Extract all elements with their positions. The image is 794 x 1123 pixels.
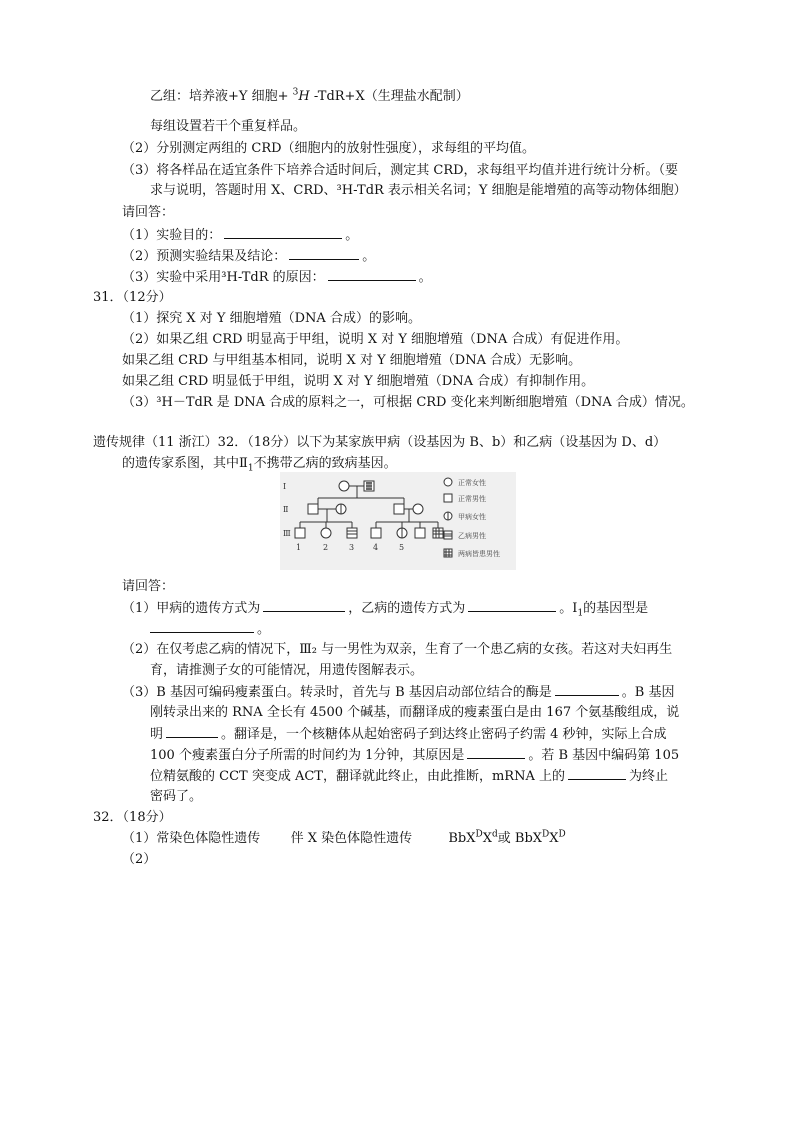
- text: 位精氨酸的 CCT 突变成 ACT，翻译就此终止，由此推断，mRNA 上的: [150, 769, 565, 784]
- question-1: [122, 225, 358, 246]
- superscript: d: [492, 829, 498, 840]
- text: 不携带乙病的致病基因。: [253, 456, 397, 471]
- question-32-3: [122, 682, 674, 703]
- answer-blank[interactable]: [468, 598, 556, 612]
- question-32-1-cont: [150, 619, 270, 640]
- answer-31-2: [122, 330, 628, 350]
- answer-31-2c: [122, 372, 594, 392]
- question-32-intro-cont: [122, 454, 397, 474]
- text: （3）B 基因可编码瘦素蛋白。转录时，首先与 B 基因启动部位结合的酶是: [122, 685, 552, 700]
- text: （3）³H－TdR 是 DNA 合成的原料之一，可根据 CRD 变化来判断细胞增殖（DNA 合成）情况。: [122, 395, 694, 410]
- question-32-1: [122, 598, 648, 619]
- line-please-answer: [122, 203, 174, 223]
- text: 为终止: [628, 769, 668, 784]
- legend-label: 两病皆患男性: [458, 550, 500, 558]
- text: ，乙病的遗传方式为: [348, 601, 466, 616]
- question-3: [122, 267, 432, 288]
- text: 乙组：培养液+Y 细胞+: [150, 89, 293, 104]
- legend-label: 正常男性: [458, 495, 486, 503]
- text: 。: [362, 249, 376, 264]
- answer-blank[interactable]: [263, 598, 345, 612]
- line-step-2: [122, 139, 535, 159]
- superscript: 3: [292, 87, 299, 98]
- text: 。: [257, 622, 271, 637]
- gen-3-male-3-disease-b: [347, 528, 357, 538]
- individual-number: 3: [349, 543, 355, 552]
- line-step-3-cont: [150, 181, 687, 201]
- generation-label: Ⅲ: [283, 529, 291, 538]
- answer-31-3: [122, 393, 694, 413]
- text: 。Ⅰ: [559, 601, 578, 616]
- answer-31-1: [122, 309, 421, 329]
- text: 。B 基因: [621, 685, 675, 700]
- text: 每组设置若干个重复样品。: [150, 119, 307, 134]
- text: 请回答：: [122, 205, 175, 220]
- text: 。若 B 基因中编码第 105: [528, 748, 680, 763]
- question-32-intro: [93, 433, 666, 453]
- symbol-h: H: [298, 89, 310, 104]
- text: （1）探究 X 对 Y 细胞增殖（DNA 合成）的影响。: [122, 311, 421, 326]
- text: （1）常染色体隐性遗传: [122, 831, 261, 846]
- gen-2-male-3: [394, 504, 404, 514]
- text: 刚转录出来的 RNA 全长有 4500 个碱基，而翻译成的瘦素蛋白是由 167 个氨基酸组成，说: [150, 705, 680, 720]
- answer-32-1: [122, 829, 566, 849]
- line-repeat-samples: [150, 117, 306, 137]
- text: 100 个瘦素蛋白分子所需的时间约为 1分钟，其原因是: [150, 748, 465, 763]
- text: 伴 X 染色体隐性遗传: [290, 831, 413, 846]
- answer-blank[interactable]: [224, 225, 342, 239]
- answer-blank[interactable]: [467, 745, 525, 759]
- gen-3-male-7-both-diseases: [433, 528, 443, 538]
- text: BbX: [448, 831, 476, 846]
- text: 求与说明，答题时用 X、CRD、³H-TdR 表示相关名词；Y 细胞是能增殖的高等动物体细胞）: [150, 183, 687, 198]
- text: -TdR+X（生理盐水配制）: [309, 89, 469, 104]
- gen-3-male-4: [371, 528, 381, 538]
- subscript: 1: [247, 463, 254, 474]
- text: 密码了。: [150, 789, 203, 804]
- answer-blank[interactable]: [555, 682, 619, 696]
- individual-number: 2: [323, 543, 329, 552]
- superscript: D: [475, 829, 483, 840]
- question-32-3-d: [150, 745, 679, 766]
- superscript: D: [542, 829, 550, 840]
- text: （2）如果乙组 CRD 明显高于甲组，说明 X 对 Y 细胞增殖（DNA 合成）有促进作用。: [122, 332, 629, 347]
- answer-32-heading: [93, 808, 172, 828]
- text: 。翻译是，一个核糖体从起始密码子到达终止密码子约需 4 秒钟，实际上合成: [221, 727, 667, 742]
- text: 的遗传家系图，其中Ⅱ: [122, 456, 248, 471]
- gen-2-male-1: [308, 504, 318, 514]
- text: 。: [345, 228, 359, 243]
- text: X: [549, 831, 559, 846]
- line-please-answer-2: [122, 577, 174, 597]
- text: 。: [418, 270, 432, 285]
- answer-blank[interactable]: [150, 619, 254, 633]
- legend-label: 正常女性: [458, 479, 486, 487]
- gen-3-female-2: [321, 528, 331, 538]
- answer-blank[interactable]: [289, 246, 359, 260]
- generation-label: Ⅱ: [283, 505, 289, 514]
- text: （1）实验目的：: [122, 228, 222, 243]
- individual-number: 1: [296, 543, 302, 552]
- text: （3）将各样品在适宜条件下培养合适时间后，测定其 CRD，求每组平均值并进行统计分析。（要: [122, 163, 679, 178]
- answer-31-2b: [122, 351, 581, 371]
- text: X: [482, 831, 492, 846]
- question-32-3-c: [150, 724, 667, 745]
- line-group-b: [150, 87, 469, 107]
- text: 如果乙组 CRD 与甲组基本相同，说明 X 对 Y 细胞增殖（DNA 合成）无影响。: [122, 353, 582, 368]
- text: 明: [150, 727, 164, 742]
- answer-31-heading: [93, 288, 172, 308]
- text: （3）实验中采用³H-TdR 的原因：: [122, 270, 325, 285]
- subscript: 1: [577, 608, 584, 619]
- text: 如果乙组 CRD 明显低于甲组，说明 X 对 Y 细胞增殖（DNA 合成）有抑制作用。: [122, 374, 595, 389]
- gen-3-male-1: [295, 528, 305, 538]
- question-32-2: [122, 640, 672, 660]
- text: 育，请推测子女的可能情况，用遗传图解表示。: [150, 663, 424, 678]
- question-32-2-cont: [150, 661, 423, 681]
- gen-3-male-6: [415, 528, 425, 538]
- text: 32．（18分）: [93, 810, 172, 825]
- individual-number: 4: [373, 543, 379, 552]
- gen-2-female-4: [413, 504, 423, 514]
- individual-number: 5: [399, 543, 405, 552]
- text: 请回答：: [122, 579, 175, 594]
- text: （2）在仅考虑乙病的情况下，Ⅲ₂ 与一男性为双亲，生育了一个患乙病的女孩。若这对夫妇再生: [122, 642, 673, 657]
- text: 或 BbX: [497, 831, 543, 846]
- text: 遗传规律（11 浙江）32．（18分）以下为某家族甲病（设基因为 B、b）和乙病（设基因为 D、d）: [93, 435, 667, 450]
- text: （1）甲病的遗传方式为: [122, 601, 261, 616]
- pedigree-figure: [280, 472, 516, 570]
- question-32-3-f: [150, 787, 202, 807]
- question-32-3-b: [150, 703, 679, 723]
- pedigree-diagram: [280, 472, 516, 570]
- text: 31．（12分）: [93, 290, 172, 305]
- answer-blank[interactable]: [166, 724, 218, 738]
- gen-1-female-1: [339, 481, 349, 491]
- text: （2）分别测定两组的 CRD（细胞内的放射性强度），求每组的平均值。: [122, 141, 536, 156]
- question-2: [122, 246, 375, 267]
- legend-label: 乙病男性: [458, 532, 486, 540]
- superscript: D: [558, 829, 566, 840]
- text: 的基因型是: [583, 601, 649, 616]
- answer-blank[interactable]: [328, 267, 416, 281]
- text: （2）预测实验结果及结论：: [122, 249, 287, 264]
- question-32-3-e: [150, 766, 668, 787]
- text: （2）: [122, 852, 157, 867]
- answer-32-2: [122, 850, 156, 870]
- answer-blank[interactable]: [568, 766, 626, 780]
- line-step-3: [122, 161, 678, 181]
- generation-label: Ⅰ: [283, 482, 287, 491]
- legend-label: 甲病女性: [458, 513, 486, 521]
